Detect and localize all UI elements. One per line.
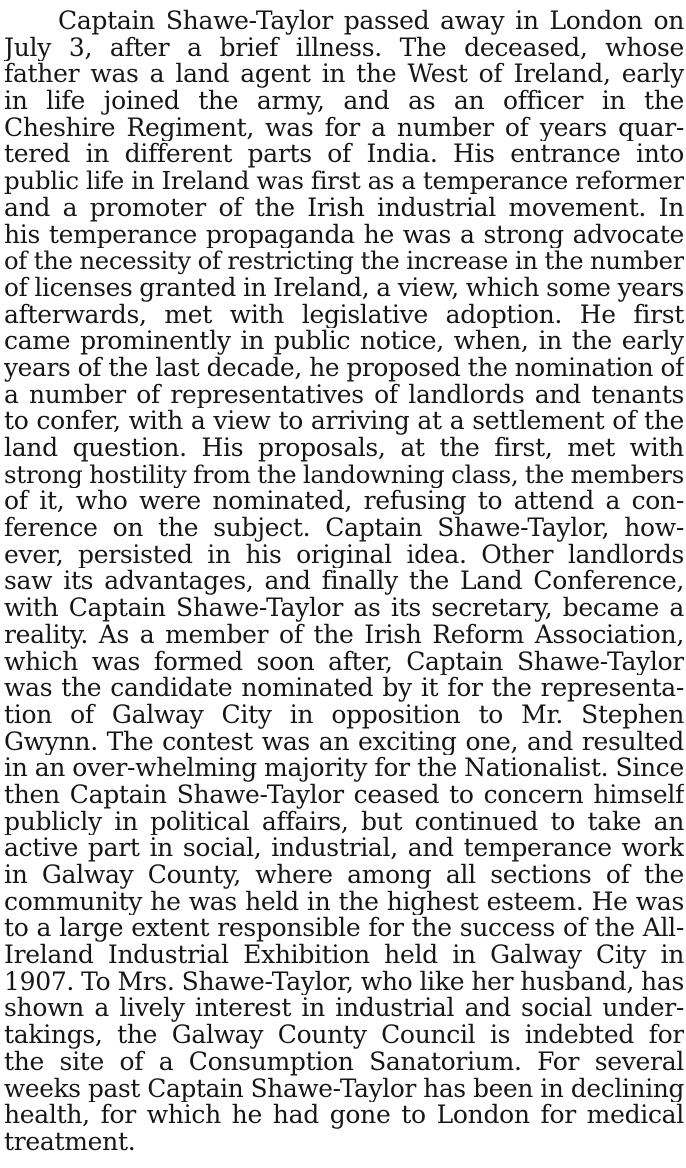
- article-line: to confer, with a view to arriving at a settlement of the: [4, 408, 684, 435]
- article-line: shown a lively interest in industrial and social under-: [4, 995, 684, 1023]
- article-line: was the candidate nominated by it for the representa-: [4, 675, 684, 702]
- article-line: strong hostility from the landowning class, the members: [4, 461, 684, 489]
- article-line: ever, persisted in his original idea. Other landlords: [4, 541, 684, 569]
- article-line: of licenses granted in Ireland, a view, which some years: [4, 274, 684, 302]
- article-line: active part in social, industrial, and temperance work: [4, 835, 684, 862]
- article-line: the site of a Consumption Sanatorium. For several: [4, 1048, 684, 1076]
- article-line: father was a land agent in the West of Ireland, early: [4, 61, 684, 89]
- article-line: in an over-whelming majority for the Nationalist. Since: [4, 755, 684, 782]
- article-line: then Captain Shawe-Taylor ceased to concern himself: [4, 781, 684, 809]
- article-line: reality. As a member of the Irish Reform Association,: [4, 621, 684, 649]
- article-line: Cheshire Regiment, was for a number of years quar-: [4, 114, 684, 142]
- obituary-article: [4, 8, 684, 1156]
- article-line: a number of representatives of landlords and tenants: [4, 381, 684, 409]
- article-line: ference on the subject. Captain Shawe-Taylor, how-: [4, 515, 684, 542]
- article-line: his temperance propaganda he was a strong advocate: [4, 221, 684, 249]
- article-line: 1907. To Mrs. Shawe-Taylor, who like her husband, has: [4, 968, 684, 996]
- article-line: tion of Galway City in opposition to Mr. Stephen: [4, 701, 684, 729]
- article-line: afterwards, met with legislative adoption. He first: [4, 301, 684, 329]
- article-line: in life joined the army, and as an officer in the: [4, 88, 684, 115]
- top-margin: [4, 0, 684, 8]
- newspaper-clipping: [4, 0, 684, 1168]
- article-line: Captain Shawe-Taylor passed away in London on: [58, 8, 684, 35]
- article-line: came prominently in public notice, when, in the early: [4, 328, 684, 355]
- article-line: saw its advantages, and finally the Land Conference,: [4, 568, 684, 596]
- article-line: publicly in political affairs, but continued to take an: [4, 808, 684, 836]
- article-line: land question. His proposals, at the first, met with: [4, 435, 684, 462]
- article-line: of it, who were nominated, refusing to attend a con-: [4, 488, 684, 516]
- article-line: Gwynn. The contest was an exciting one, and resulted: [4, 728, 684, 756]
- article-line: of the necessity of restricting the increase in the number: [4, 248, 684, 275]
- article-line: takings, the Galway County Council is indebted for: [4, 1022, 684, 1049]
- article-line: to a large extent responsible for the success of the All-: [4, 915, 684, 943]
- article-line: Ireland Industrial Exhibition held in Galway City in: [4, 942, 684, 969]
- article-line: and a promoter of the Irish industrial movement. In: [4, 194, 684, 222]
- article-line: health, for which he had gone to London for medical: [4, 1102, 684, 1129]
- article-line: July 3, after a brief illness. The deceased, whose: [4, 34, 684, 62]
- article-line: treatment.: [4, 1128, 136, 1156]
- article-line: public life in Ireland was first as a temperance reformer: [4, 168, 684, 195]
- article-line: years of the last decade, he proposed the nomination of: [4, 354, 684, 382]
- article-line: with Captain Shawe-Taylor as its secretary, became a: [4, 595, 684, 622]
- article-line: which was formed soon after, Captain Shawe-Taylor: [4, 648, 684, 676]
- article-line: weeks past Captain Shawe-Taylor has been in declining: [4, 1075, 684, 1103]
- article-line: tered in different parts of India. His entrance into: [4, 141, 684, 169]
- article-line: community he was held in the highest esteem. He was: [4, 888, 684, 916]
- article-line: in Galway County, where among all sections of the: [4, 862, 684, 889]
